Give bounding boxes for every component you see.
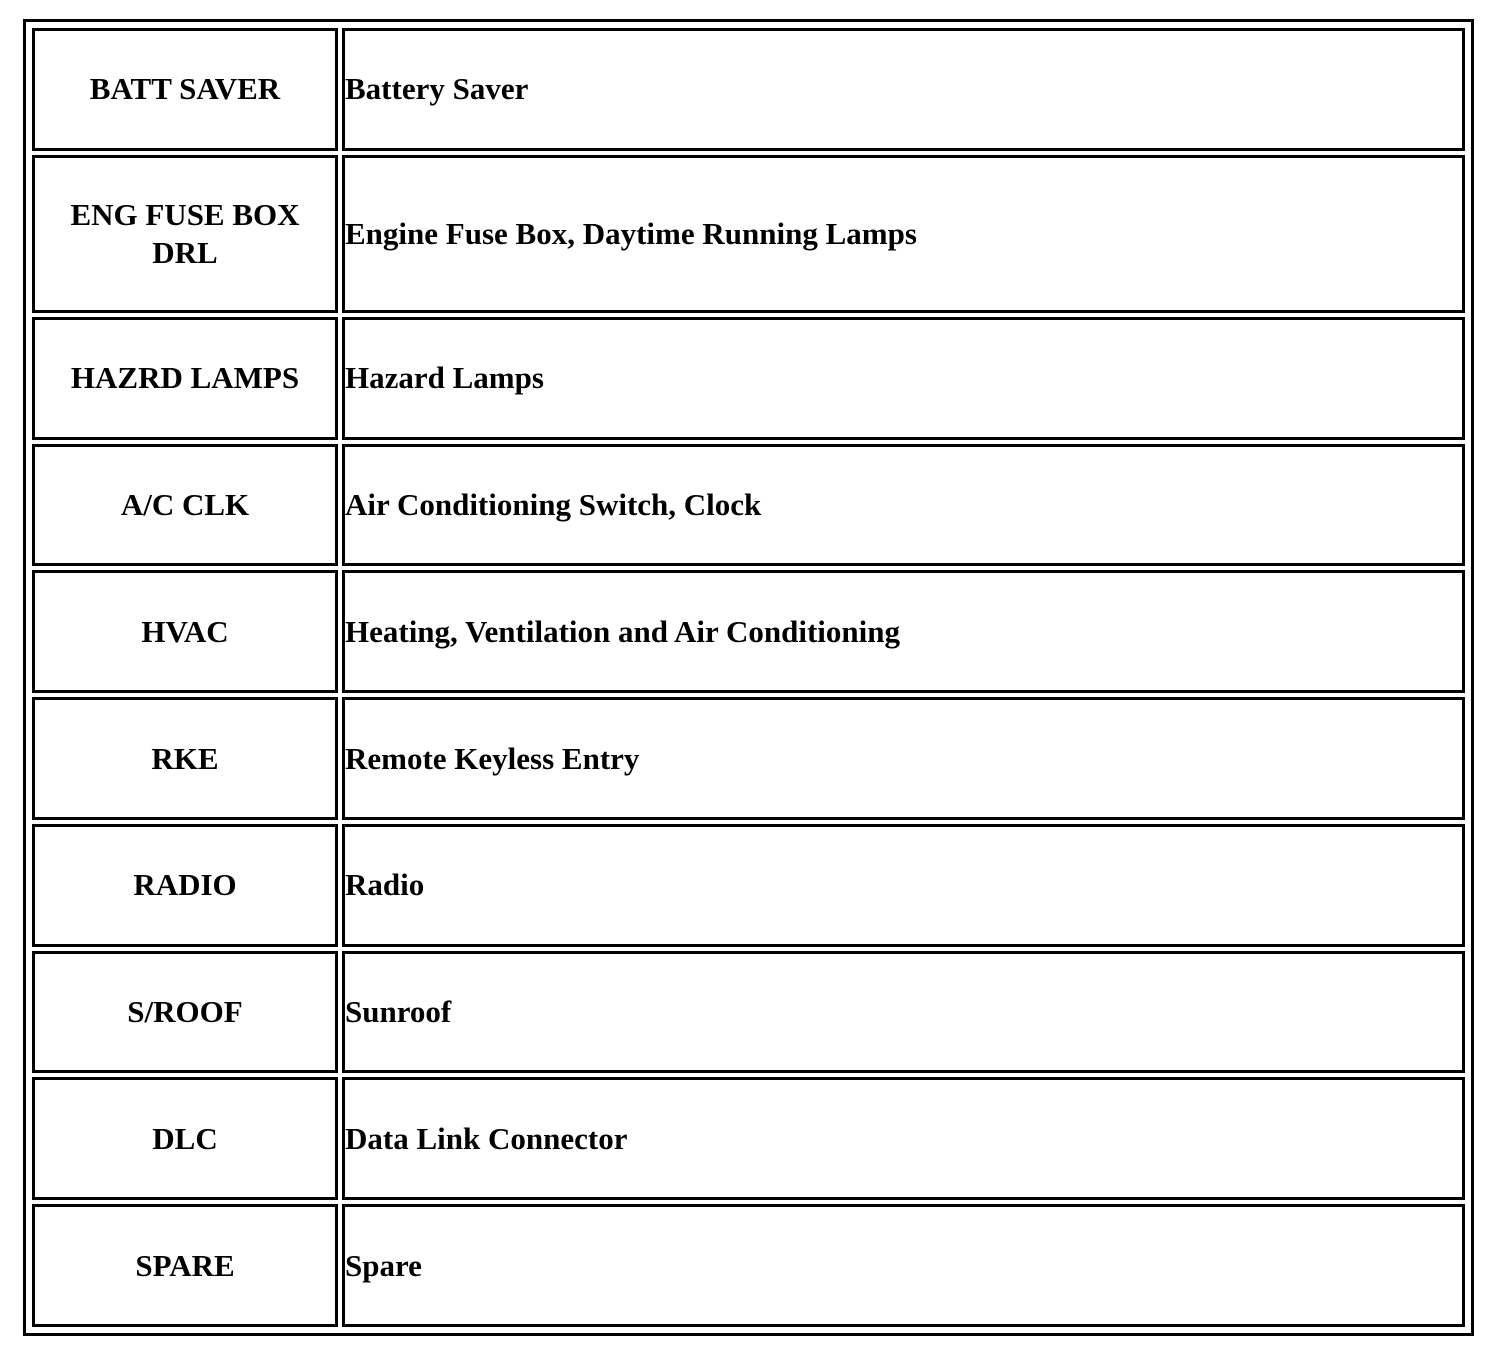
fuse-description-cell: Remote Keyless Entry <box>342 697 1465 820</box>
table-row <box>32 951 1465 1074</box>
fuse-code-cell: HVAC <box>32 570 338 693</box>
table-row <box>32 1077 1465 1200</box>
fuse-code-cell: ENG FUSE BOX DRL <box>32 155 338 313</box>
fuse-description-cell: Radio <box>342 824 1465 947</box>
fuse-description-cell: Heating, Ventilation and Air Conditioning <box>342 570 1465 693</box>
fuse-code-cell: RADIO <box>32 824 338 947</box>
table-row <box>32 697 1465 820</box>
fuse-description-cell: Air Conditioning Switch, Clock <box>342 444 1465 567</box>
table-row <box>32 570 1465 693</box>
fuse-description-cell: Battery Saver <box>342 28 1465 151</box>
fuse-code-cell: HAZRD LAMPS <box>32 317 338 440</box>
table-row <box>32 28 1465 151</box>
fuse-description-cell: Data Link Connector <box>342 1077 1465 1200</box>
table-row <box>32 444 1465 567</box>
fuse-abbreviation-table <box>28 24 1469 1331</box>
fuse-description-cell: Sunroof <box>342 951 1465 1074</box>
table-row <box>32 317 1465 440</box>
fuse-code-cell: SPARE <box>32 1204 338 1327</box>
fuse-code-cell: DLC <box>32 1077 338 1200</box>
fuse-description-cell: Hazard Lamps <box>342 317 1465 440</box>
table-row <box>32 824 1465 947</box>
fuse-description-cell: Engine Fuse Box, Daytime Running Lamps <box>342 155 1465 313</box>
fuse-code-cell: A/C CLK <box>32 444 338 567</box>
fuse-code-cell: S/ROOF <box>32 951 338 1074</box>
fuse-code-cell: BATT SAVER <box>32 28 338 151</box>
fuse-code-cell: RKE <box>32 697 338 820</box>
fuse-table-frame <box>23 19 1474 1336</box>
table-row <box>32 1204 1465 1327</box>
table-row <box>32 155 1465 313</box>
fuse-description-cell: Spare <box>342 1204 1465 1327</box>
